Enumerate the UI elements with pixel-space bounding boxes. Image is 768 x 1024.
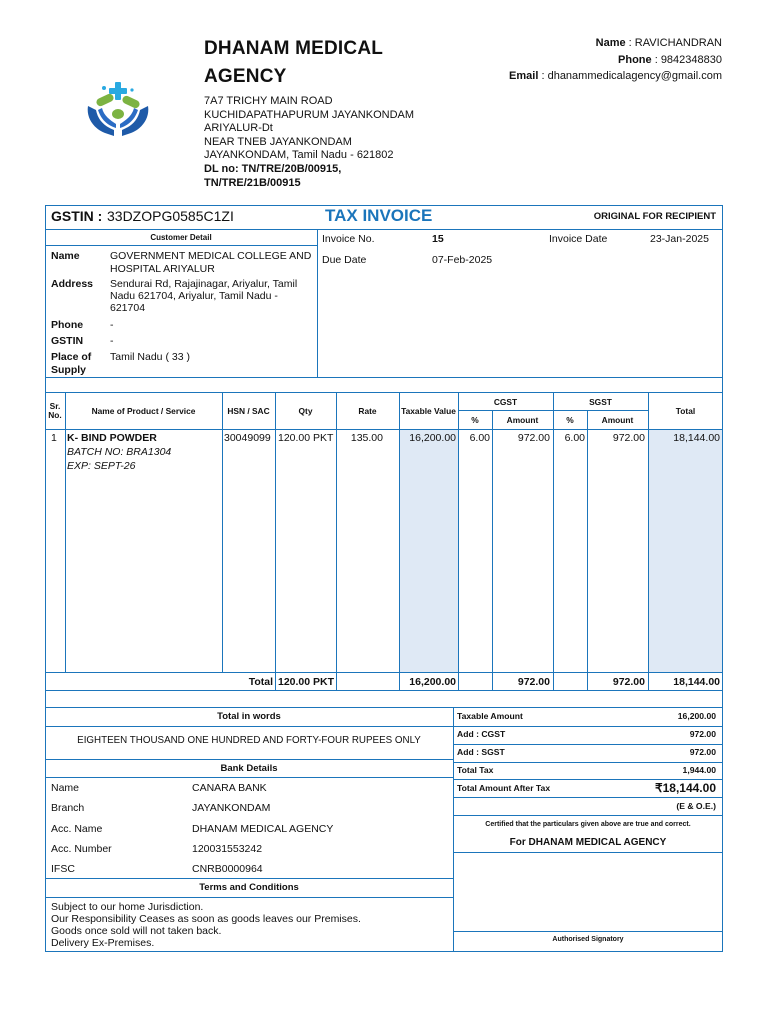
taxable-amount: 16,200.00 xyxy=(677,711,716,721)
words-title: Total in words xyxy=(217,711,281,722)
totals-qty: 120.00 PKT xyxy=(278,676,335,688)
company-address xyxy=(204,95,464,190)
due-date: 07-Feb-2025 xyxy=(432,254,493,266)
row-batch: BATCH NO: BRA1304 xyxy=(67,446,172,458)
customer-address xyxy=(110,278,315,314)
customer-name-label: Name xyxy=(51,250,80,262)
row-exp: EXP: SEPT-26 xyxy=(67,460,136,472)
contact-email[interactable]: dhanammedicalagency@gmail.com xyxy=(547,70,722,83)
customer-gstin: - xyxy=(110,335,114,347)
place-of-supply-label xyxy=(51,351,91,376)
address-line: KUCHIDAPATHAPURUM JAYANKONDAM xyxy=(204,108,415,121)
customer-name-line2: HOSPITAL ARIYALUR xyxy=(110,262,215,275)
row-hsn: 30049099 xyxy=(224,432,271,444)
totals-sgst: 972.00 xyxy=(612,676,645,688)
invoice-title: TAX INVOICE xyxy=(325,206,433,225)
terms-line: Goods once sold will not taken back. xyxy=(51,925,222,937)
col-header-sgst-pct: % xyxy=(566,415,574,425)
row-rate: 135.00 xyxy=(350,432,383,444)
terms-line: Our Responsibility Ceases as soon as goods leaves our Premises. xyxy=(51,913,361,925)
customer-address-line1: Sendurai Rd, Rajajinagar, Ariyalur, Tamil xyxy=(110,278,298,290)
dl-number-line1: DL no: TN/TRE/20B/00915, xyxy=(204,162,342,175)
row-sgst-amount: 972.00 xyxy=(612,432,645,444)
company-logo xyxy=(84,80,152,142)
invoice-date-label: Invoice Date xyxy=(549,233,608,245)
col-header-sr-line2: No. xyxy=(48,410,62,420)
acc-number: 120031553242 xyxy=(192,843,263,855)
row-cgst-pct: 6.00 xyxy=(469,432,490,444)
cgst-amount: 972.00 xyxy=(689,729,716,739)
total-column-shade xyxy=(649,430,722,672)
sgst-amount: 972.00 xyxy=(689,747,716,757)
col-header-qty: Qty xyxy=(298,406,313,416)
bank-branch: JAYANKONDAM xyxy=(192,802,271,814)
invoice-no: 15 xyxy=(432,233,444,245)
customer-name-line1: GOVERNMENT MEDICAL COLLEGE AND xyxy=(110,250,312,262)
grand-total-label: Total Amount After Tax xyxy=(457,783,551,793)
address-line: JAYANKONDAM, Tamil Nadu - 621802 xyxy=(204,149,394,162)
col-header-sr-line1: Sr. xyxy=(49,401,61,411)
taxable-column-shade xyxy=(400,430,458,672)
totals-total: 18,144.00 xyxy=(673,676,720,688)
address-line: ARIYALUR-Dt xyxy=(204,122,273,135)
customer-section-title: Customer Detail xyxy=(150,233,212,242)
invoice-date: 23-Jan-2025 xyxy=(650,233,709,245)
col-header-total: Total xyxy=(675,406,696,416)
customer-name xyxy=(110,250,315,275)
customer-address-line3: 621704 xyxy=(110,302,146,314)
company-name xyxy=(204,35,464,91)
address-line: 7A7 TRICHY MAIN ROAD xyxy=(204,95,333,107)
grand-total: ₹18,144.00 xyxy=(654,781,716,795)
contact-phone: 9842348830 xyxy=(660,53,722,66)
ifsc-label: IFSC xyxy=(51,863,75,875)
row-sr: 1 xyxy=(51,432,57,444)
col-header-sgst: SGST xyxy=(589,397,612,407)
cgst-label: Add : CGST xyxy=(457,729,506,739)
contact-phone-label: Phone xyxy=(618,53,652,66)
customer-address-label: Address xyxy=(51,278,94,290)
due-date-label: Due Date xyxy=(322,254,367,266)
place-of-supply: Tamil Nadu ( 33 ) xyxy=(110,351,190,363)
col-header-rate: Rate xyxy=(358,406,377,416)
terms-line: Delivery Ex-Premises. xyxy=(51,937,155,949)
bank-title: Bank Details xyxy=(220,763,278,774)
bank-name: CANARA BANK xyxy=(192,782,267,794)
certification-note: Certified that the particulars given above are true and correct. xyxy=(485,821,691,828)
contact-name: RAVICHANDRAN xyxy=(634,37,722,49)
terms-title: Terms and Conditions xyxy=(199,882,299,893)
totals-cgst: 972.00 xyxy=(517,676,550,688)
authorised-signatory: Authorised Signatory xyxy=(552,936,624,943)
row-taxable: 16,200.00 xyxy=(409,432,456,444)
customer-phone-label: Phone xyxy=(51,319,84,331)
acc-number-label: Acc. Number xyxy=(51,843,112,855)
bank-branch-label: Branch xyxy=(51,802,85,814)
row-sgst-pct: 6.00 xyxy=(564,432,585,444)
customer-gstin-label: GSTIN xyxy=(51,335,84,347)
row-cgst-amount: 972.00 xyxy=(517,432,550,444)
taxable-amount-label: Taxable Amount xyxy=(457,711,523,721)
customer-phone: - xyxy=(110,319,114,331)
contact-block: Name : RAVICHANDRAN Phone : 9842348830 Email : dhanammedicalagency@gmail.com xyxy=(509,37,722,83)
terms-line: Subject to our home Jurisdiction. xyxy=(51,901,204,913)
ifsc-code: CNRB0000964 xyxy=(192,863,263,875)
contact-email-label: Email xyxy=(509,70,539,83)
company-name-line1: DHANAM MEDICAL xyxy=(204,38,384,59)
invoice-no-label: Invoice No. xyxy=(322,233,375,245)
row-qty: 120.00 PKT xyxy=(278,432,334,444)
totals-taxable: 16,200.00 xyxy=(409,676,456,688)
row-product: K- BIND POWDER xyxy=(67,432,157,444)
for-company: For DHANAM MEDICAL AGENCY xyxy=(509,837,667,848)
address-line: NEAR TNEB JAYANKONDAM xyxy=(204,135,352,148)
eoe-note: (E & O.E.) xyxy=(676,801,716,811)
gstin-value: 33DZOPG0585C1ZI xyxy=(107,208,234,224)
copy-label: ORIGINAL FOR RECIPIENT xyxy=(593,211,716,222)
acc-name-label: Acc. Name xyxy=(51,823,103,835)
total-in-words: EIGHTEEN THOUSAND ONE HUNDRED AND FORTY-FOUR RUPEES ONLY xyxy=(77,735,421,746)
col-header-hsn: HSN / SAC xyxy=(227,406,270,416)
place-label-line1: Place of xyxy=(51,351,92,363)
col-header-cgst-pct: % xyxy=(471,415,479,425)
sgst-label: Add : SGST xyxy=(457,747,505,757)
col-header-cgst: CGST xyxy=(493,397,518,407)
col-header-cgst-amount: Amount xyxy=(506,415,539,425)
col-header-sr xyxy=(45,402,65,420)
col-header-sgst-amount: Amount xyxy=(601,415,634,425)
total-tax-label: Total Tax xyxy=(457,765,494,775)
contact-name-label: Name xyxy=(595,37,626,49)
col-header-taxable: Taxable Value xyxy=(401,406,456,416)
totals-label: Total xyxy=(248,676,273,688)
gstin-label: GSTIN : xyxy=(51,208,103,224)
company-name-line2: AGENCY xyxy=(204,66,287,87)
bank-name-label: Name xyxy=(51,782,80,794)
col-header-product: Name of Product / Service xyxy=(91,406,196,416)
customer-address-line2: Nadu 621704, Ariyalur, Tamil Nadu - xyxy=(110,290,278,302)
total-tax: 1,944.00 xyxy=(682,765,716,775)
terms-list xyxy=(51,901,361,949)
row-total: 18,144.00 xyxy=(673,432,720,444)
acc-name: DHANAM MEDICAL AGENCY xyxy=(192,823,334,835)
dl-number-line2: TN/TRE/21B/00915 xyxy=(204,176,301,189)
place-label-line2: Supply xyxy=(51,363,87,376)
